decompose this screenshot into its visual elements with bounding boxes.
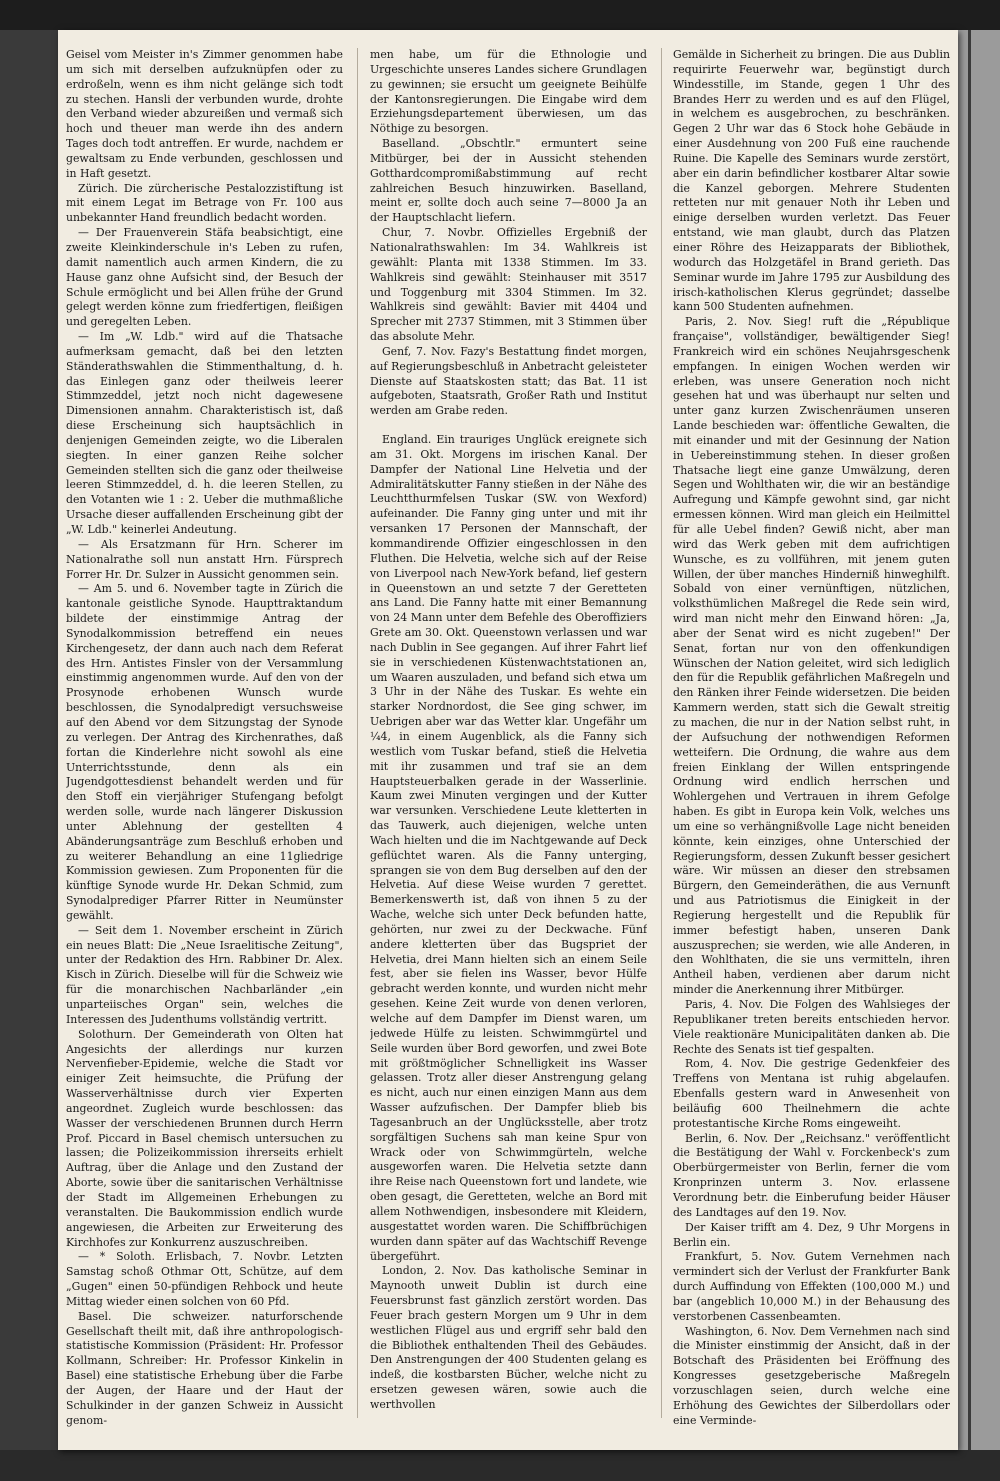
article-paragraph: Berlin, 6. Nov. Der „Reichsanz." veröffentlicht die Bestätigung der Wahl v. Forckenbeck's zum Oberbürgermeister von Berlin, ferner die vom Kronprinzen unterm 3. Nov. erlassene Verordnung betr. die Einberufung beider Häuser des Landtages auf den 19. Nov.: [673, 1131, 950, 1219]
article-paragraph: Paris, 4. Nov. Die Folgen des Wahlsieges der Republikaner treten bereits entschieden hervor. Viele reaktionäre Municipalitäten danken ab. Die Rechte des Senats ist tief gespalten.: [673, 998, 950, 1056]
scanner-top-strip: [0, 0, 1000, 30]
article-paragraph: Paris, 2. Nov. Sieg! ruft die „République française", vollständiger, bewältigender Sieg! Frankreich wird ein schönes Neujahrsgeschenk empfangen. In einigen Wochen werden wir erleben, was unsere Generation noch nicht gesehen hat und was überhaupt nur selten und unter ganz kurzen Zwischenräumen unseren Lande beschieden war: öffentliche Gewalten, die mit einander und mit der Gesinnung der Nation in Uebereinstimmung stehen. In dieser großen Thatsache liegt eine ganze Umwälzung, deren Segen und Wohlthaten wir, die wir an beständige Aufregung und Kämpfe gewohnt sind, gar nicht ermessen können. Wird man gleich ein Heilmittel für alle Uebel finden? Gewiß nicht, aber man wird das Werk geben mit dem aufrichtigen Wunsche, es zu vollführen, mit jenem guten Willen, der über manches Hinderniß hinweghilft. Sobald von einer vernünftigen, nützlichen, volksthümlichen Maßregel die Rede sein wird, wird man nicht mehr den Einwand hören: „Ja, aber der Senat wird es nicht zugeben!" Der Senat, fortan nur von den offenkundigen Wünschen der Nation geleitet, wird sich lediglich den für die Republik gefährlichen Maßregeln und den Ränken ihrer Feinde widersetzen. Die beiden Kammern werden, statt sich die Gewalt streitig zu machen, die nur in der Nation selbst ruht, in der Aufsuchung der nothwendigen Reformen wetteifern. Die Ordnung, die wahre aus dem freien Einklang der Willen entspringende Ordnung wird endlich herrschen und Wohlergehen und Vertrauen in ihrem Gefolge haben. Es gibt in Europa kein Volk, welches uns um eine so verhängnißvolle Lage nicht beneiden könnte, kein einziges, ohne Unterschied der Regierungsform, dessen Zukunft besser gesichert wäre. Wir müssen an dieser den strebsamen Bürgern, den Gemeinderäthen, die aus Vernunft und aus Patriotismus die Einigkeit in der Regierung hergestellt und die Republik für immer befestigt haben, unseren Dank auszusprechen; sie werden, wie alle Anderen, in den Wohlthaten, die sie uns vermitteln, ihren Antheil haben, verdienen aber darum nicht minder die Anerkennung ihrer Mitbürger.: [673, 315, 950, 997]
article-paragraph: — Als Ersatzmann für Hrn. Scherer im Nationalrathe soll nun anstatt Hrn. Fürsprech Forrer Hr. Dr. Sulzer in Aussicht genommen sein.: [66, 537, 343, 581]
article-paragraph: Basel. Die schweizer. naturforschende Gesellschaft theilt mit, daß ihre anthropologisch-statistische Kommission (Präsident: Hr. Professor Kollmann, Schreiber: Hr. Professor Kinkelin in Basel) eine statistische Erhebung über die Farbe der Augen, der Haare und der Haut der Schulkinder in der ganzen Schweiz in Aussicht genom-: [66, 1309, 343, 1427]
article-paragraph: — * Soloth. Erlisbach, 7. Novbr. Letzten Samstag schoß Othmar Ott, Schütze, auf dem „Gugen" einen 50-pfündigen Rehbock und heute Mittag wieder einen solchen von 60 Pfd.: [66, 1250, 343, 1308]
article-paragraph: Solothurn. Der Gemeinderath von Olten hat Angesichts der allerdings nur kurzen Nervenfieber-Epidemie, welche die Stadt vor einiger Zeit heimsuchte, die Prüfung der Wasserverhältnisse durch vier Experten angeordnet. Zugleich wurde beschlossen: das Wasser der verschiedenen Brunnen durch Herrn Prof. Piccard in Basel chemisch untersuchen zu lassen; die Polizeikommission ihrerseits erhielt Auftrag, über die Anlage und den Zustand der Aborte, sowie über die sanitarischen Verhältnisse der Stadt im Allgemeinen Erhebungen zu veranstalten. Die Baukommission endlich wurde angewiesen, die Arbeiten zur Erweiterung des Kirchhofes zur Konkurrenz auszuschreiben.: [66, 1027, 343, 1249]
column-rule: [661, 48, 662, 1418]
article-paragraph: — Der Frauenverein Stäfa beabsichtigt, eine zweite Kleinkinderschule in's Leben zu rufen, damit namentlich auch armen Kindern, die zu Hause ganz ohne Aufsicht sind, der Besuch der Schule ermöglicht und bei Allen frühe der Grund gelegt werden könne zum friedfertigen, fleißigen und geregelten Leben.: [66, 226, 343, 329]
article-paragraph: men habe, um für die Ethnologie und Urgeschichte unseres Landes sichere Grundlagen zu gewinnen; sie ersucht um geeignete Beihülfe der Kantonsregierungen. Die Eingabe wird dem Erziehungsdepartement überwiesen, um das Nöthige zu besorgen.: [370, 48, 647, 136]
article-paragraph: Der Kaiser trifft am 4. Dez, 9 Uhr Morgens in Berlin ein.: [673, 1220, 950, 1249]
article-paragraph: — Seit dem 1. November erscheint in Zürich ein neues Blatt: Die „Neue Israelitische Zeitung", unter der Redaktion des Hrn. Rabbiner Dr. Alex. Kisch in Zürich. Dieselbe will für die Schweiz wie für die monarchischen Nachbarländer „ein unparteiisches Organ" sein, welches die Interessen des Judenthums vollständig vertritt.: [66, 923, 343, 1026]
scanner-bottom-strip: [0, 1450, 1000, 1481]
column-rule: [357, 48, 358, 1418]
article-paragraph: Gemälde in Sicherheit zu bringen. Die aus Dublin requirirte Feuerwehr war, begünstigt durch Windesstille, im Stande, gegen 1 Uhr des Brandes Herr zu werden und es auf den Flügel, in welchem es ausgebrochen, zu beschränken. Gegen 2 Uhr war das 6 Stock hohe Gebäude in einer Ausdehnung von 200 Fuß eine rauchende Ruine. Die Kapelle des Seminars wurde zerstört, aber ein darin befindlicher kostbarer Altar sowie die Kanzel geborgen. Mehrere Studenten retteten nur mit genauer Noth ihr Leben und einige derselben wurden verletzt. Das Feuer entstand, wie man glaubt, durch das Platzen einer Röhre des Heizapparats der Bibliothek, wodurch das Holzgetäfel in Brand gerieth. Das Seminar wurde im Jahre 1795 zur Ausbildung des irisch-katholischen Klerus gegründet; dasselbe kann 500 Studenten aufnehmen.: [673, 48, 950, 314]
column-3: [673, 48, 950, 1443]
article-paragraph: Genf, 7. Nov. Fazy's Bestattung findet morgen, auf Regierungsbeschluß in Anbetracht geleisteter Dienste auf Staatskosten statt; das Bat. 11 ist aufgeboten, Staatsrath, Großer Rath und Institut werden am Grabe reden.: [370, 344, 647, 418]
column-2: [370, 48, 647, 1443]
column-1: [66, 48, 343, 1443]
article-paragraph: Geisel vom Meister in's Zimmer genommen habe um sich mit derselben aufzuknüpfen oder zu erdroßeln, wenn es ihm nicht gelänge sich todt zu stechen. Hansli der verbunden wurde, drohte den Verband wieder abzureißen und vermaß sich hoch und theuer man werde ihn des andern Tages doch todt antreffen. Er wurde, nachdem er gewaltsam zu Ende verbunden, geschlossen und in Haft gesetzt.: [66, 48, 343, 180]
article-paragraph: Baselland. „Obschtlr." ermuntert seine Mitbürger, bei der in Aussicht stehenden Gotthardcompromißabstimmung auf recht zahlreichen Besuch hinzuwirken. Baselland, meint er, sollte doch auch seine 7—8000 Ja an der Hauptschlacht liefern.: [370, 137, 647, 225]
scanner-right-edge: [958, 30, 1000, 1481]
newspaper-page: [58, 30, 958, 1450]
article-paragraph: — Am 5. und 6. November tagte in Zürich die kantonale geistliche Synode. Haupttraktandum bildete der einstimmige Antrag der Synodalkommission betreffend ein neues Kirchengesetz, der dann auch nach dem Referat des Hrn. Antistes Finsler von der Versammlung einstimmig angenommen wurde. Auf den von der Prosynode erhobenen Wunsch wurde beschlossen, die Synodalpredigt versuchsweise auf den Abend vor dem Sitzungstag der Synode zu verlegen. Der Antrag des Kirchenrathes, daß fortan die Kinderlehre nicht sowohl als eine Unterrichtsstunde, denn als ein Jugendgottesdienst behandelt werden und für den Stoff ein vierjähriger Stufengang befolgt werden solle, wurde nach längerer Diskussion unter Ablehnung der gestellten 4 Abänderungsanträge zum Beschluß erhoben und zu weiterer Behandlung an eine 11gliedrige Kommission gewiesen. Zum Proponenten für die künftige Synode wurde Hr. Dekan Schmid, zum Synodalprediger Pfarrer Ritter in Neumünster gewählt.: [66, 582, 343, 922]
article-paragraph: — Im „W. Ldb." wird auf die Thatsache aufmerksam gemacht, daß bei den letzten Ständerathswahlen die Stimmenthaltung, d. h. das Einlegen ganz oder theilweis leerer Stimmzeddel, jetzt noch nicht dagewesene Dimensionen annahm. Charakteristisch ist, daß diese Erscheinung sich hauptsächlich in denjenigen Gemeinden zeigte, wo die Liberalen siegten. In einer ganzen Reihe solcher Gemeinden stellten sich die ganz oder theilweise leeren Stimmzeddel, d. h. die leeren Stellen, zu den Votanten wie 1 : 2. Ueber die muthmaßliche Ursache dieser auffallenden Erscheinung gibt der „W. Ldb." keinerlei Andeutung.: [66, 330, 343, 536]
article-paragraph: Zürich. Die zürcherische Pestalozzistiftung ist mit einem Legat im Betrage von Fr. 100 aus unbekannter Hand freundlich bedacht worden.: [66, 181, 343, 225]
article-paragraph: Washington, 6. Nov. Dem Vernehmen nach sind die Minister einstimmig der Ansicht, daß in der Botschaft des Präsidenten bei Eröffnung des Kongresses gesetzgeberische Maßregeln vorzuschlagen seien, durch welche eine Erhöhung des Gewichtes der Silberdollars oder eine Verminde-: [673, 1324, 950, 1427]
article-paragraph: London, 2. Nov. Das katholische Seminar in Maynooth unweit Dublin ist durch eine Feuersbrunst fast gänzlich zerstört worden. Das Feuer brach gestern Morgen um 9 Uhr in dem westlichen Flügel aus und ergriff sehr bald den die Bibliothek enthaltenden Theil des Gebäudes. Den Anstrengungen der 400 Studenten gelang es indeß, die kostbarsten Bücher, welche nicht zu ersetzen gewesen wären, sowie auch die werthvollen: [370, 1264, 647, 1411]
article-paragraph: Frankfurt, 5. Nov. Gutem Vernehmen nach vermindert sich der Verlust der Frankfurter Bank durch Auffindung von Effekten (100,000 M.) und bar (angeblich 10,000 M.) in der Behausung des verstorbenen Cassenbeamten.: [673, 1250, 950, 1323]
article-paragraph: Rom, 4. Nov. Die gestrige Gedenkfeier des Treffens von Mentana ist ruhig abgelaufen. Ebenfalls gestern ward in Anwesenheit von beiläufig 600 Theilnehmern die achte protestantische Kirche Roms eingeweiht.: [673, 1057, 950, 1130]
article-paragraph: Chur, 7. Novbr. Offizielles Ergebniß der Nationalrathswahlen: Im 34. Wahlkreis ist gewählt: Planta mit 1338 Stimmen. Im 33. Wahlkreis sind gewählt: Steinhauser mit 3517 und Toggenburg mit 3304 Stimmen. Im 32. Wahlkreis sind gewählt: Bavier mit 4404 und Sprecher mit 2737 Stimmen, mit 3 Stimmen über das absolute Mehr.: [370, 226, 647, 344]
article-paragraph: England. Ein trauriges Unglück ereignete sich am 31. Okt. Morgens im irischen Kanal. Der Dampfer der National Line Helvetia und der Admiralitätskutter Fanny stießen in der Nähe des Leuchtthurmfelsen Tuskar (SW. von Wexford) aufeinander. Die Fanny ging unter und mit ihr versanken 17 Personen der Mannschaft, der kommandirende Offizier eingeschlossen in den Fluthen. Die Helvetia, welche sich auf der Reise von Liverpool nach New-York befand, lief gestern in Queenstown an und setzte 7 der Geretteten ans Land. Die Fanny hatte mit einer Bemannung von 24 Mann unter dem Befehle des Oberoffiziers Grete am 30. Okt. Queenstown verlassen und war nach Dublin in See gegangen. Auf ihrer Fahrt lief sie in verschiedenen Küstenwachtstationen an, um Waaren auszuladen, und befand sich etwa um 3 Uhr in der Nähe des Tuskar. Es wehte ein starker Nordnordost, die See ging schwer, im Uebrigen aber war das Wetter klar. Ungefähr um ¼4, in einem Augenblick, als die Fanny sich westlich vom Tuskar befand, stieß die Helvetia mit ihr zusammen und traf sie an dem Hauptsteuerbalken gerade in der Wasserlinie. Kaum zwei Minuten vergingen und der Kutter war versunken. Verschiedene Leute kletterten in das Tauwerk, auch diejenigen, welche unten Wach hielten und die im Nachtgewande auf Deck geflüchtet waren. Als die Fanny unterging, sprangen sie von dem Bug derselben auf den der Helvetia. Auf diese Weise wurden 7 gerettet. Bemerkenswerth ist, daß von ihnen 5 zu der Wache, welche sich unter Deck befunden hatte, gehörten, nur zwei zu der Deckwache. Fünf andere kletterten über das Bugspriet der Helvetia, drei Mann hielten sich an einem Seile fest, aber sie fielen ins Wasser, bevor Hülfe gebracht werden konnte, und wurden nicht mehr gesehen. Keine Zeit wurde von denen verloren, welche auf dem Dampfer im Dienst waren, um jedwede Hülfe zu leisten. Schwimmgürtel und Seile wurden über Bord geworfen, und zwei Bote mit größtmöglicher Schnelligkeit ins Wasser gelassen. Trotz aller dieser Anstrengung gelang es nicht, auch nur einen einzigen Mann aus dem Wasser aufzufischen. Der Dampfer blieb bis Tagesanbruch an der Unglücksstelle, aber trotz sorgfältigen Suchens sah man keine Spur von Wrack oder von Schwimmgürteln, welche ausgeworfen waren. Die Helvetia setzte dann ihre Reise nach Queenstown fort und landete, wie oben gesagt, die Geretteten, welche an Bord mit allem Nothwendigen, insbesondere mit Kleidern, ausgestattet worden waren. Die Schiffbrüchigen wurden dann später auf das Wachtschiff Revenge übergeführt.: [370, 433, 647, 1263]
